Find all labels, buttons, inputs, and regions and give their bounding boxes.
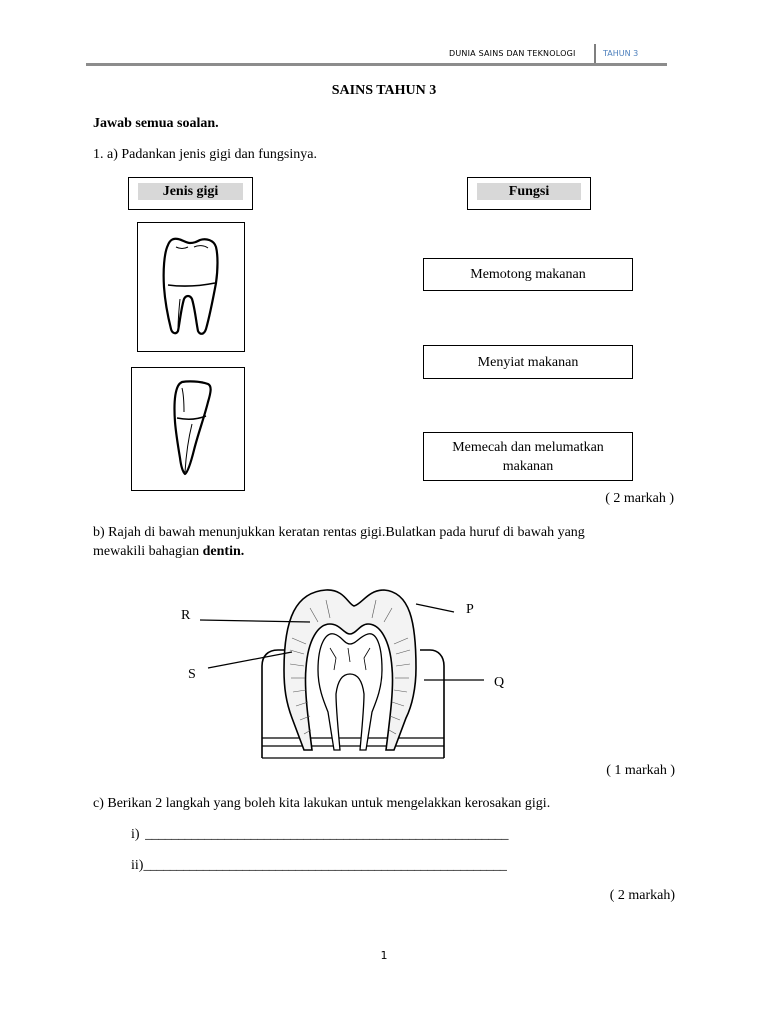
fungsi-box-3 (423, 432, 633, 481)
answer-line-1 (131, 825, 508, 844)
page-number: 1 (380, 949, 388, 962)
jenis-gigi-header: Jenis gigi (138, 183, 243, 200)
canine-tooth-box (131, 367, 245, 491)
q1a-prompt: 1. a) Padankan jenis gigi dan fungsinya. (93, 147, 317, 162)
answer-label-2: ii) (131, 858, 144, 873)
canine-tooth-icon (132, 368, 244, 490)
fungsi-box-1 (423, 258, 633, 291)
header-subject: DUNIA SAINS DAN TEKNOLOGI (449, 49, 576, 58)
q1b-prompt-text: mewakili bahagian (93, 544, 203, 559)
q1b-prompt-line1: b) Rajah di bawah menunjukkan keratan rentas gigi.Bulatkan pada huruf di bawah yang (93, 525, 585, 540)
q1c-marks: ( 2 markah) (609, 888, 675, 903)
label-s: S (188, 667, 196, 682)
answer-label-1: i) (131, 827, 140, 842)
fungsi-text-3: Memecah dan melumatkan makanan (452, 439, 604, 474)
instruction: Jawab semua soalan. (93, 116, 219, 131)
label-q: Q (494, 675, 505, 690)
molar-tooth-icon (138, 223, 244, 351)
fungsi-header-box (467, 177, 591, 210)
fungsi-box-2 (423, 345, 633, 379)
q1b-marks: ( 1 markah ) (606, 763, 675, 778)
page-title: SAINS TAHUN 3 (331, 83, 437, 98)
answer-line-2 (131, 856, 506, 875)
header-year: TAHUN 3 (603, 49, 639, 58)
fungsi-header: Fungsi (477, 183, 581, 200)
jenis-gigi-header-box (128, 177, 253, 210)
header-rule (86, 63, 667, 66)
answer-blank-1[interactable]: _______________________________________________________ (145, 827, 509, 842)
fungsi-text-2: Menyiat makanan (477, 354, 579, 370)
header-separator (594, 44, 596, 63)
label-r: R (181, 608, 191, 623)
q1c-prompt: c) Berikan 2 langkah yang boleh kita lakukan untuk mengelakkan kerosakan gigi. (93, 796, 551, 811)
answer-blank-2[interactable]: _______________________________________________________ (143, 858, 507, 873)
q1a-marks: ( 2 markah ) (605, 491, 674, 506)
q1b-prompt-bold: dentin. (202, 544, 245, 559)
fungsi-text-1: Memotong makanan (470, 267, 586, 282)
q1b-prompt-line2 (93, 542, 244, 561)
label-p: P (466, 602, 474, 617)
molar-tooth-box (137, 222, 245, 352)
